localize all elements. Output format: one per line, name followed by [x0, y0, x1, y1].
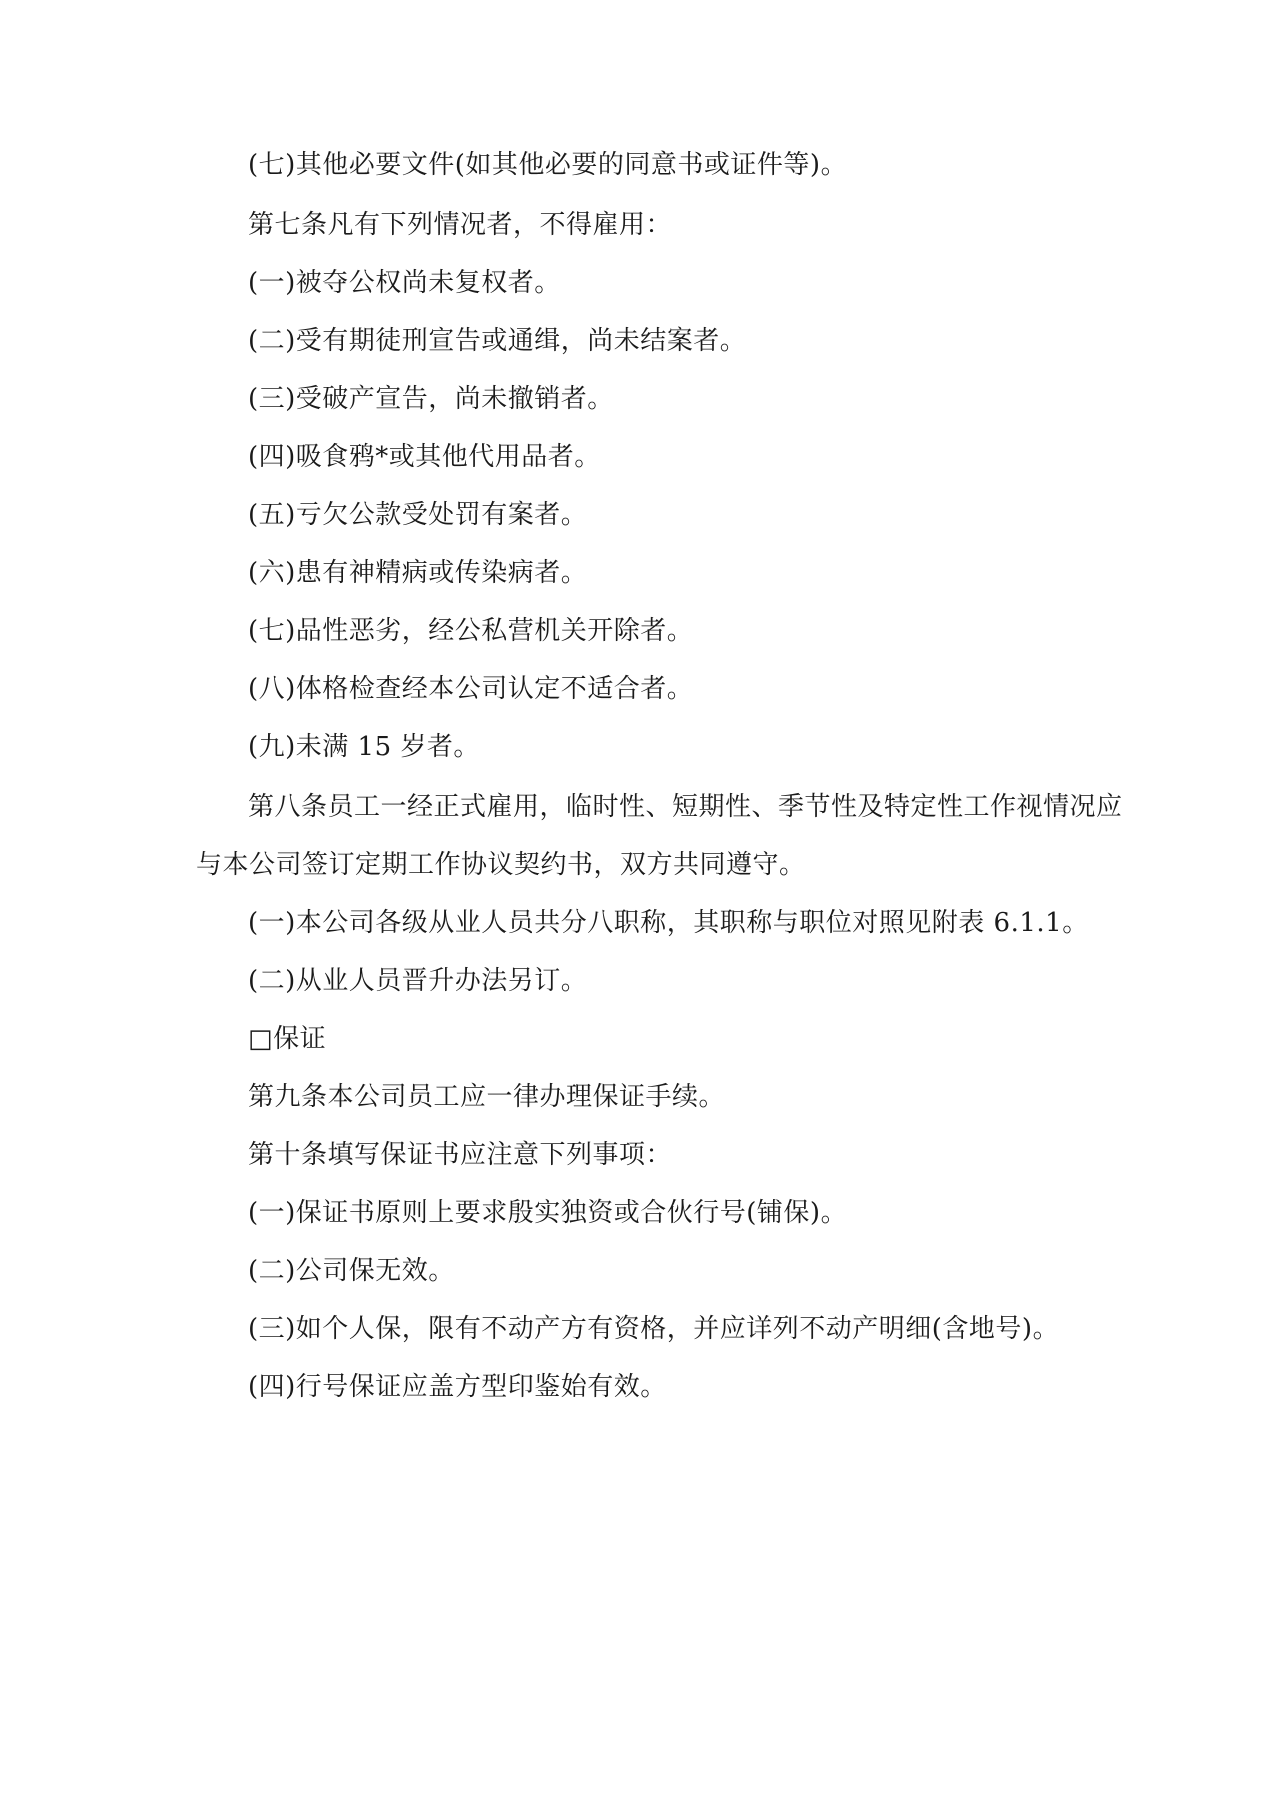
paragraph-line: (一)本公司各级从业人员共分八职称，其职称与职位对照见附表 6.1.1。	[248, 908, 1089, 938]
paragraph-line: (二)公司保无效。	[248, 1256, 455, 1286]
paragraph-line: (五)亏欠公款受处罚有案者。	[248, 500, 588, 530]
paragraph-line: (四)吸食鸦*或其他代用品者。	[248, 442, 601, 472]
paragraph-line: (一)保证书原则上要求殷实独资或合伙行号(铺保)。	[248, 1198, 848, 1228]
paragraph-line: (六)患有神精病或传染病者。	[248, 558, 588, 588]
paragraph-line: (九)未满 15 岁者。	[248, 732, 480, 762]
paragraph-line: (二)从业人员晋升办法另订。	[248, 966, 588, 996]
paragraph-line: (二)受有期徒刑宣告或通缉，尚未结案者。	[248, 326, 747, 356]
paragraph-line: (八)体格检查经本公司认定不适合者。	[248, 674, 694, 704]
paragraph-line: (三)如个人保，限有不动产方有资格，并应详列不动产明细(含地号)。	[248, 1314, 1060, 1344]
paragraph-line: (四)行号保证应盖方型印鉴始有效。	[248, 1372, 667, 1402]
paragraph-continuation: 与本公司签订定期工作协议契约书，双方共同遵守。	[196, 850, 806, 880]
article-7-heading: 第七条凡有下列情况者，不得雇用：	[248, 210, 673, 240]
paragraph-line: (七)品性恶劣，经公私营机关开除者。	[248, 616, 694, 646]
paragraph-line: (三)受破产宣告，尚未撤销者。	[248, 384, 614, 414]
section-heading-guarantee: □保证	[248, 1024, 327, 1054]
article-10-heading: 第十条填写保证书应注意下列事项：	[248, 1140, 673, 1170]
paragraph-line: (七)其他必要文件(如其他必要的同意书或证件等)。	[248, 150, 848, 180]
article-8-heading: 第八条员工一经正式雇用，临时性、短期性、季节性及特定性工作视情况应	[248, 792, 1123, 822]
article-9-heading: 第九条本公司员工应一律办理保证手续。	[248, 1082, 726, 1112]
paragraph-line: (一)被夺公权尚未复权者。	[248, 268, 561, 298]
